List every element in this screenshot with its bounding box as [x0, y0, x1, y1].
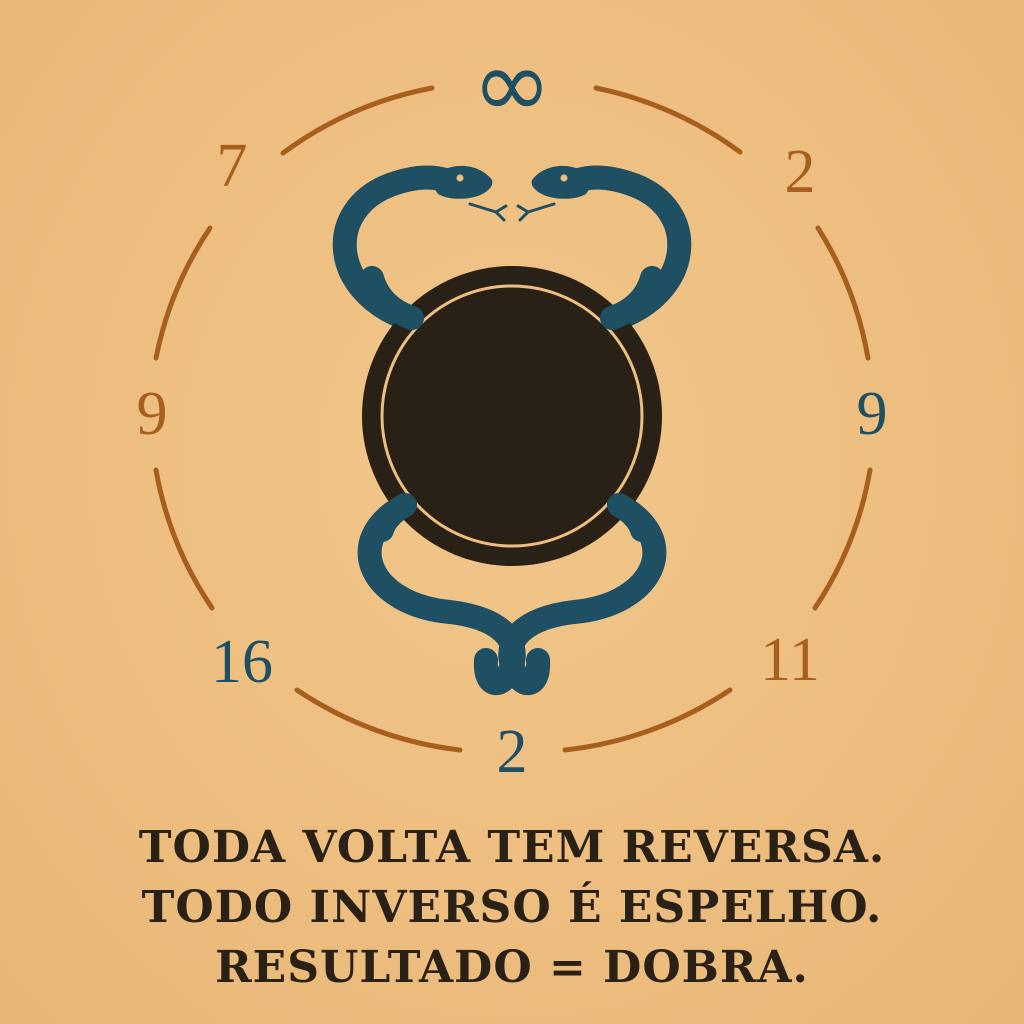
- ring-arc-right-upper: [818, 228, 868, 358]
- dial-number-bottom: 2: [496, 718, 528, 786]
- dial-number-top-right: 2: [784, 138, 816, 206]
- dial-number-top-left: 7: [216, 132, 248, 200]
- dial-number-left: 9: [136, 380, 168, 448]
- ring-arc-bottom-right: [565, 690, 730, 750]
- motto: [0, 818, 1024, 998]
- motto-line-2: TODO INVERSO É ESPELHO.: [141, 882, 883, 933]
- ring-arc-left-lower: [156, 470, 212, 608]
- ring-arc-top-right: [596, 88, 740, 152]
- serpent-left-eye: [457, 175, 464, 182]
- motto-line-3: RESULTADO = DOBRA.: [215, 942, 809, 993]
- serpent-right-tongue: [518, 204, 554, 220]
- dial-number-right: 9: [856, 380, 888, 448]
- serpent-left-lower-front: [382, 505, 405, 530]
- ring-arc-bottom-left: [297, 690, 460, 750]
- serpents-emblem-icon: [345, 166, 680, 683]
- infinity-symbol: ∞: [472, 28, 552, 140]
- ring-arc-right-lower: [815, 470, 870, 608]
- serpent-left-head: [434, 166, 493, 199]
- ring-arc-top-left: [283, 88, 432, 153]
- dial-number-bottom-left: 16: [211, 628, 273, 696]
- dial-number-bottom-right: 11: [760, 626, 820, 694]
- ring-arc-left-upper: [156, 228, 210, 358]
- serpent-right-eye: [561, 175, 568, 182]
- serpent-right-head: [532, 166, 591, 199]
- serpent-right-lower-front: [619, 505, 642, 530]
- serpent-left-tongue: [470, 204, 506, 220]
- motto-line-1: TODA VOLTA TEM REVERSA.: [138, 822, 886, 873]
